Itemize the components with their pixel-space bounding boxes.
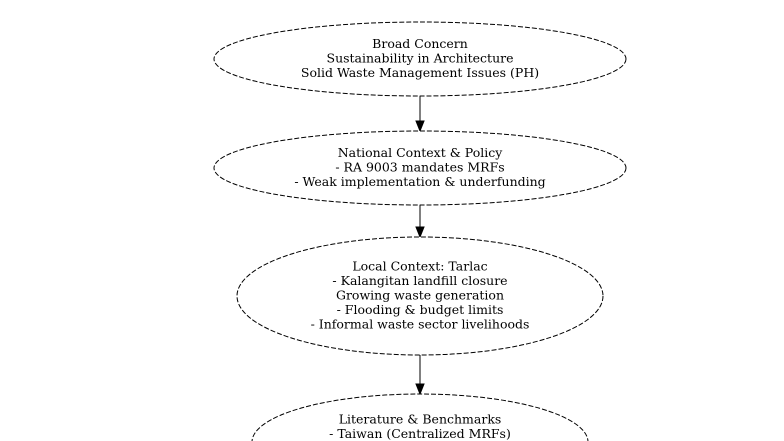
node-label-line: Local Context: Tarlac	[352, 258, 488, 274]
node-label-line: - Kalangitan landfill closure	[332, 273, 508, 288]
node-label-line: Growing waste generation	[335, 287, 505, 303]
node-literature-benchmarks	[252, 394, 588, 441]
arrowhead-icon	[416, 121, 424, 131]
node-label-line: - RA 9003 mandates MRFs	[335, 159, 505, 175]
node-broad-concern	[214, 22, 626, 96]
arrowhead-icon	[416, 384, 424, 394]
node-label-line: Literature & Benchmarks	[338, 411, 502, 427]
node-label-line: - Flooding & budget limits	[336, 302, 504, 317]
node-label-line: Sustainability in Architecture	[326, 50, 514, 66]
arrowhead-icon	[416, 227, 424, 237]
node-label-line: - Informal waste sector livelihoods	[310, 316, 530, 332]
node-label-line: Broad Concern	[372, 36, 468, 51]
node-national-context	[214, 131, 626, 205]
node-label-line: National Context & Policy	[337, 145, 503, 160]
node-label-line: - Taiwan (Centralized MRFs)	[329, 426, 511, 441]
node-label-line: Solid Waste Management Issues (PH)	[300, 65, 540, 80]
node-label-line: - Weak implementation & underfunding	[294, 174, 546, 189]
node-local-context	[237, 237, 603, 355]
